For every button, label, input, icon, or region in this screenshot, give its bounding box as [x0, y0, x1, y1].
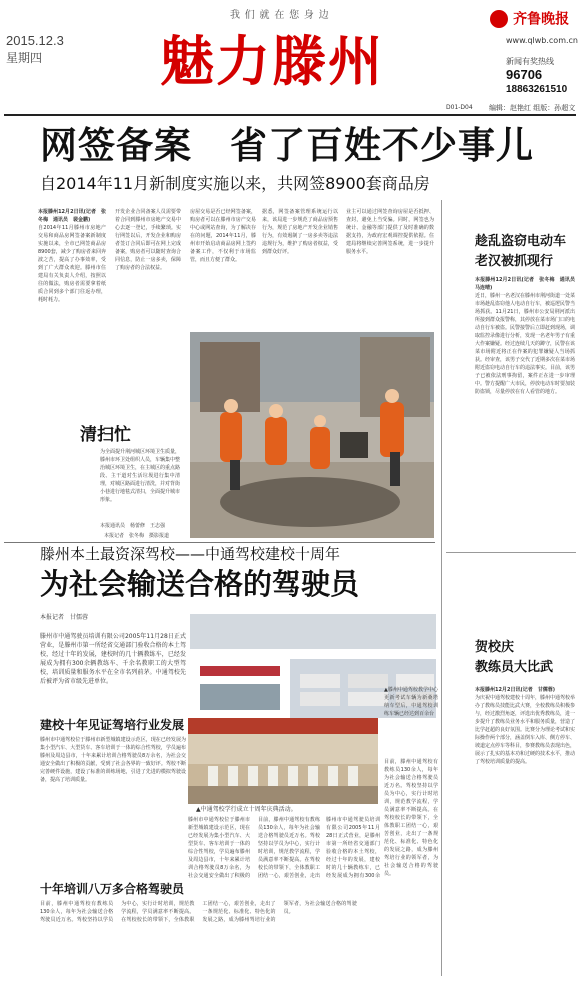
driving-headline: 为社会输送合格的驾驶员	[40, 567, 360, 601]
story2-headline-2: 教练员大比武	[475, 660, 554, 675]
photo-feature-caption-text: 为全面提升荆河城区环境卫生质量，滕州市环卫处组织人员，车辆集中整治城区环境卫生，在主城区的重点路段、主干道对生活垃圾进行集中清理，对城区路面进行清洗，并对背街小巷进行地毯式清扫，全面提升城市形象。	[100, 449, 180, 503]
story1-body	[475, 276, 575, 548]
photo-feature-title: 清扫忙	[80, 425, 131, 445]
issue-weekday: 星期四	[6, 51, 43, 65]
lead-body-4: 据悉，网签备案管理系统运行以来，该局进一步规范了商品房预售行为，规范了房地产开发企业销售行为，有效遏制了一房多卖等违法违规行为，维护了购房者权益，受到群众好评。	[262, 209, 338, 255]
driving-section-1-text: 滕州市中通驾校位于滕州市新型城镇建设示范区，现在已经发展为集小型汽车、大型货车、客车培训于一体的综合性驾校，学员遍布滕州及周边县市，十年来累计培训合格驾驶员8万余名，为社会交通安全做出了积极的贡献，受到了社会各界的一致好评。驾校不断完善硬件设施，建设了标准的训练场地，引进了先进的模拟驾驶设备，提高了培训质量。	[40, 737, 186, 783]
lead-byline: 本报滕州12月2日讯(记者 张冬梅 通讯员 裴金鹏)	[38, 209, 106, 223]
driving-col-mid-3-text: 滕州市中通驾驶员培训有限公司2005年11月28日正式营业，是滕州市第一所经省交通部门验收合格的本土驾校，经过十年的发展，建校时的几十辆教练车，已经发展成为拥有300余	[326, 817, 380, 878]
lead-col-1	[38, 208, 106, 438]
right-col-divider	[441, 200, 442, 976]
lead-body-2: 开发企业合同备案人员需要带着合同到滕州市房地产交易中心去逐一登记，手续繁琐。实行网签以后，开发企业和购房者签订合同后即可在网上完成备案，购房者可以随时查询合同信息，防止一房多卖，保障了购房者的合法权益。	[115, 209, 181, 271]
lead-body-3: 房屋交易是否已经网签备案，购房者可以在滕州市房产交易中心或网站查询，为了解决存在的问题，2014年11月，滕州市开始启动商品房网上签约备案工作，不仅利于市场监管，而且方便了群众。	[190, 209, 256, 263]
lead-col-4	[262, 208, 338, 322]
anniversary-photo	[188, 718, 378, 804]
driving-section-2-text: 目前，滕州中通驾校有教练员130余人，每年为社会输送合格驾驶员近万名。驾校坚持以学员为中心，实行计时培训，规范教学流程，学员满意率不断提高。在驾校校长的带领下，全体教职工团结一心，艰苦创业，走出了一条规范化、标准化、特色化的发展之路，成为滕州驾培行业的领军者，为社会输送合格的驾驶员。	[40, 901, 357, 923]
driving-col-mid-2-text: 目前，滕州中通驾校有教练员130余人，每年为社会输送合格驾驶员近万名。驾校坚持以学员为中心，实行计时培训，规范教学流程，学员满意率不断提高。在驾校校长的带领下，全体教职工团结一心，艰苦创业，走出	[258, 817, 320, 878]
driving-byline: 本报记者 甘儒蓉	[40, 614, 89, 621]
right-col-hr	[446, 552, 576, 553]
story1-byline: 本报滕州12月2日讯(记者 张冬梅 通讯员 马连晴)	[475, 277, 575, 291]
driving-intro-text: 滕州市中通驾驶员培训有限公司2005年11月28日正式营业，是滕州市第一所经省交通部门验收合格的本土驾校，经过十年的发展，建校时的几十辆教练车，已经发展成为拥有300余辆教练车、千余名教职工的大型驾校，培训质量和服务水平在全市名列前茅。中通驾校先后被评为省市级先进单位。	[40, 633, 186, 685]
paper-name: 齐鲁晚报	[513, 11, 570, 28]
hotline-number-2: 18863261510	[506, 84, 568, 95]
hotline-label: 新闻有奖热线	[506, 57, 554, 66]
driving-col-mid-1-text: 滕州市中通驾校位于滕州市新型城镇建设示范区，现在已经发展为集小型汽车、大型货车、客车培训于一体的综合性驾校，学员遍布滕州及周边县市，十年来累计培训合格驾驶员8万余名，为社会交通安全做出了积极的	[188, 817, 250, 878]
story2-headline-1: 贺校庆	[475, 640, 515, 655]
photo-feature-caption	[100, 448, 180, 518]
hotline-number-1: 96706	[506, 67, 543, 82]
lead-headline: 网签备案 省了百姓不少事儿	[40, 124, 534, 167]
story1-body-text: 近日，滕州一名老汉在滕州市荆河街道一处菜市场趁乱盗窃他人电动自行车，被巡逻民警当场抓获。11月21日，滕州市公安局荆河派出所接到群众报警称，其停放在菜市场门口的电动自行车被盗。民警接警后立即赶到现场，调取监控录像进行分析，发现一名老年男子有重大作案嫌疑。经过连续几天的蹲守，民警在该菜市场附近将正在作案的犯罪嫌疑人当场抓获。经审查，该男子交代了近期多次在菜市场附近盗窃电动自行车的违法事实。目前，该男子已被依法刑事拘留，案件正在进一步审理中。警方提醒广大市民，停放电动车时要加装防盗锁，尽量停放在有人看管的地方。	[475, 293, 575, 395]
photo-feature-credit: 本报通讯员 杨蕾修 王志强	[100, 523, 166, 529]
masthead-rule	[4, 114, 576, 116]
driving-col-mid-3	[326, 816, 380, 878]
story2-body-text: 为庆祝中通驾校建校十周年，滕州中通驾校举办了教练员技能比武大赛，全校教练员积极参与，经过激烈角逐，评选出优秀教练员，进一步提升了教练员业务水平和服务质量，营造了比学赶超的良好氛围。比赛分为理论考试和实际操作两个部分，涵盖倒车入库、侧方停车、坡道定点停车等科目，参赛教练员表现出色，展示了扎实的基本功和过硬的技术水平，推动了驾校培训质量的提高。	[475, 695, 575, 765]
issue-date: 2015.12.3	[6, 33, 64, 48]
lead-body-5: 业主可以通过网签查询房屋是否抵押、查封，避免上当受骗。同时，网签也为统计、金融等部门提供了及时准确的数据支持，为政府宏观调控提供依据。住建局将继续完善网签系统，进一步提升服务水平。	[346, 209, 434, 255]
story2-byline: 本报滕州12月2日讯(记者 甘儒蓉)	[475, 687, 556, 693]
paper-logo-icon	[490, 10, 508, 28]
driving-kicker: 滕州本土最资深驾校——中通驾校建校十周年	[40, 545, 341, 563]
training-photo-caption	[384, 686, 438, 752]
street-cleaning-photo	[190, 332, 434, 538]
masthead-slogan: 我 们 就 在 您 身 边	[230, 10, 330, 21]
lead-col-2	[115, 208, 181, 438]
driving-section-2-body	[40, 900, 438, 976]
driving-intro	[40, 632, 186, 702]
paper-logo	[490, 8, 576, 32]
driving-col-mid-2	[258, 816, 320, 878]
lead-col-5	[346, 208, 434, 322]
page-range: D01-D04	[446, 104, 473, 111]
driving-section-2-heading: 十年培训八万多合格驾驶员	[40, 882, 185, 896]
lead-subhead: 自2014年11月新制度实施以来，共网签8900套商品房	[40, 174, 430, 193]
lead-body-1: 自2014年11月滕州市房地产交易和商品房网签备案新制度实施以来，全市已网签商品房8900套，减少了购房者来回奔波之苦，提高了办事效率，受到了广大群众欢迎。滕州市住建局有关负责人介绍，按照以往的做法，购房者需要拿着纸质合同到多个部门往返办理，耗时耗力。	[38, 225, 106, 303]
driving-section-1-body	[40, 736, 186, 842]
section-divider-1	[4, 542, 435, 543]
training-photo-caption-text: ▲滕州中通驾校教学中心更新考试车辆为新桑塔纳车型后，中通驾校训练车辆已经达到百余台	[384, 687, 438, 717]
driving-col-mid-4-text: 目前，滕州中通驾校有教练员130余人，每年为社会输送合格驾驶员近万名。驾校坚持以学员为中心，实行计时培训，规范教学流程，学员满意率不断提高。在驾校校长的带领下，全体教职工团结一心，艰苦创业，走出了一条规范化、标准化、特色化的发展之路，成为滕州驾培行业的领军者，为社会输送合格的驾驶员。	[384, 759, 438, 877]
driving-col-mid-4	[384, 758, 438, 880]
story1-headline-2: 老汉被抓现行	[475, 254, 554, 269]
section-title: 魅力滕州	[160, 29, 384, 93]
photo-feature-credit-2: 本报记者 张冬梅 摄影报道	[104, 533, 170, 539]
story1-headline-1: 趁乱盗窃电动车	[475, 234, 567, 249]
lead-col-3	[190, 208, 256, 322]
driving-col-mid-1	[188, 816, 250, 878]
editor-credit: 编辑：赵艳红 组版：孙超文	[489, 104, 576, 112]
paper-url[interactable]: www.qlwb.com.cn	[506, 36, 578, 45]
anniversary-photo-caption: ▲中通驾校学行成立十周年庆典活动。	[196, 806, 297, 813]
story2-body	[475, 686, 575, 976]
driving-section-1-heading: 建校十年见证驾培行业发展	[40, 718, 185, 732]
